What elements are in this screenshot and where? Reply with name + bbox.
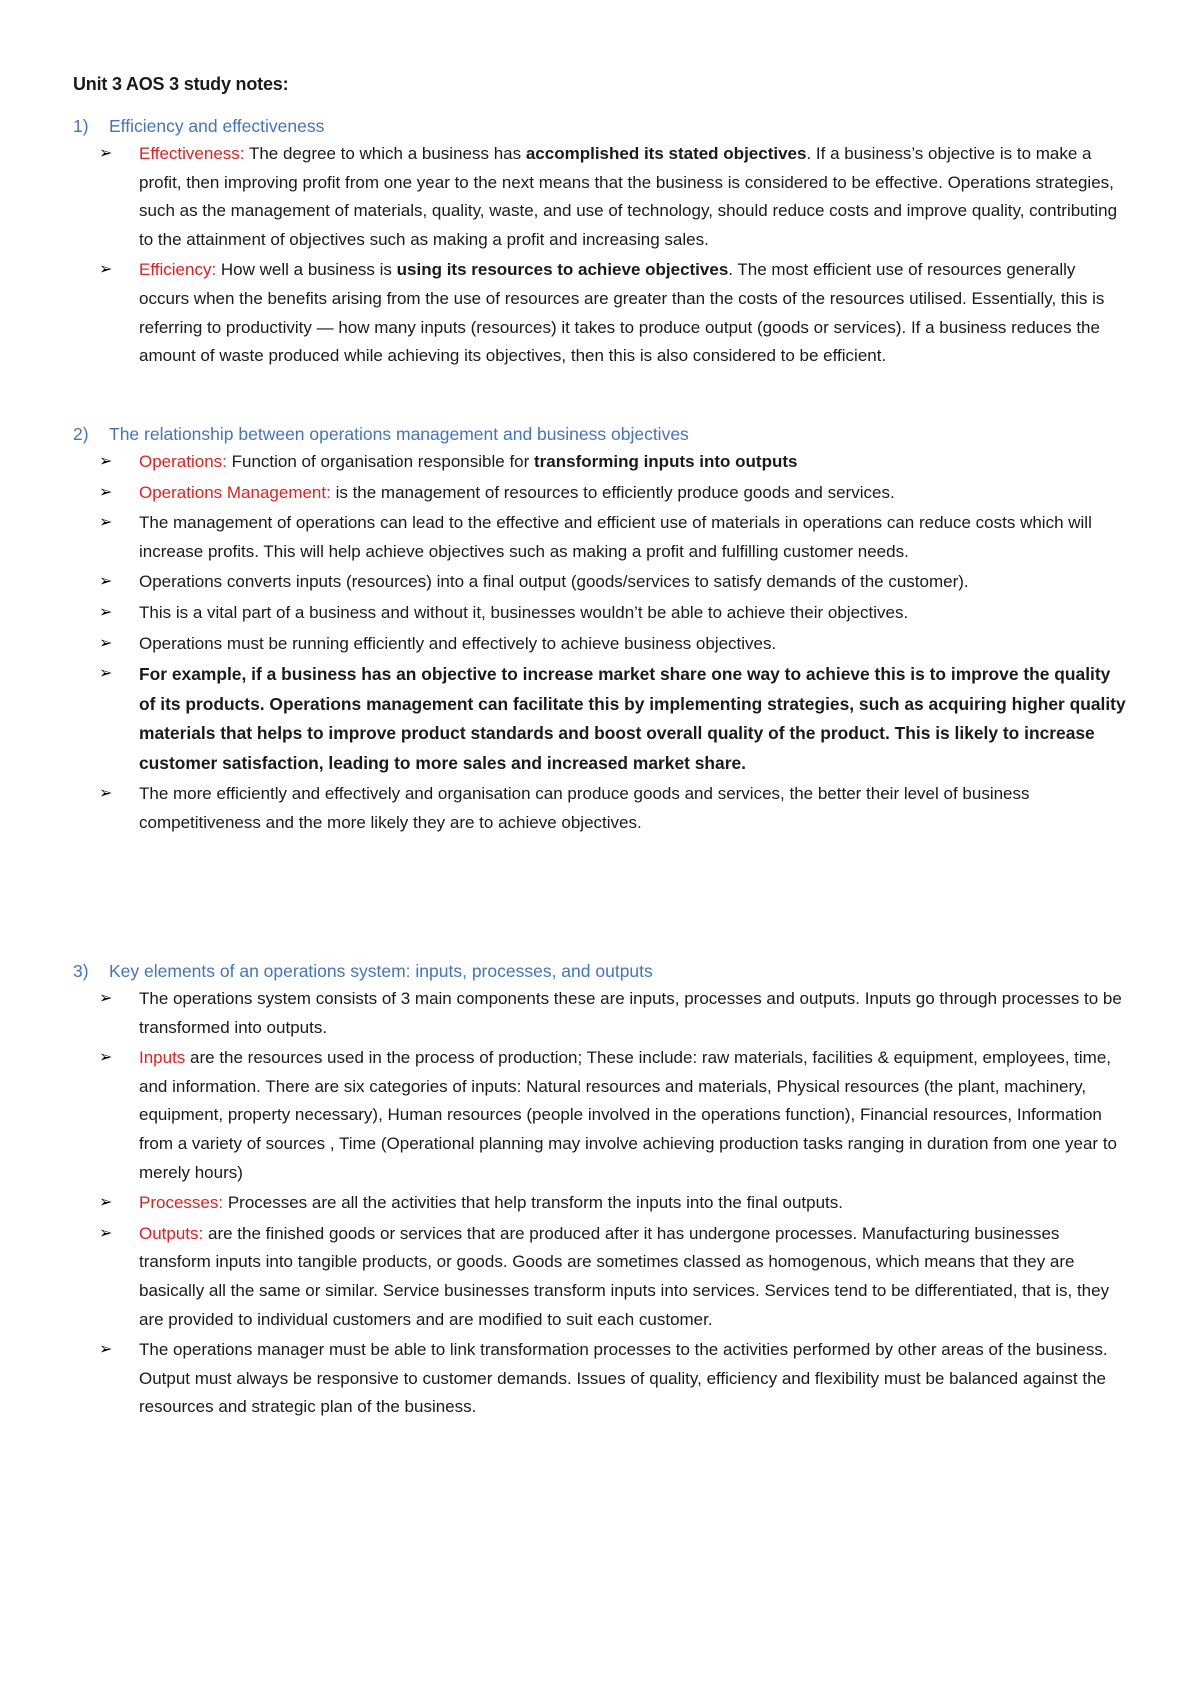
item-text: How well a business is bbox=[216, 260, 397, 280]
list-item bbox=[73, 599, 1143, 628]
arrowhead-bullet-icon: ➢ bbox=[99, 634, 113, 652]
arrowhead-bullet-icon: ➢ bbox=[99, 261, 113, 279]
section-number: 3) bbox=[73, 961, 89, 981]
list-item bbox=[73, 448, 1143, 477]
list-item bbox=[73, 630, 1143, 659]
section-heading bbox=[73, 112, 1143, 140]
section-title: The relationship between operations management and business objectives bbox=[109, 424, 689, 444]
term-label: Processes: bbox=[139, 1193, 224, 1213]
list-item bbox=[73, 1044, 1143, 1187]
arrowhead-bullet-icon: ➢ bbox=[99, 1224, 113, 1242]
item-emphasis: using its resources to achieve objectives bbox=[396, 260, 729, 280]
list-item bbox=[73, 256, 1143, 370]
section-number: 1) bbox=[73, 116, 89, 136]
section-title: Efficiency and effectiveness bbox=[109, 116, 325, 136]
term-label: Operations Management: bbox=[139, 482, 331, 502]
list-item bbox=[73, 1336, 1143, 1422]
section-heading bbox=[73, 420, 1143, 448]
list-item-example bbox=[73, 660, 1143, 778]
arrowhead-bullet-icon: ➢ bbox=[99, 453, 113, 470]
item-text: Operations must be running efficiently and effectively to achieve business objectives. bbox=[139, 633, 777, 653]
document-title: Unit 3 AOS 3 study notes: bbox=[73, 74, 289, 94]
item-emphasis: transforming inputs into outputs bbox=[534, 452, 798, 471]
list-item bbox=[73, 479, 1143, 508]
item-text: Function of organisation responsible for bbox=[226, 452, 535, 471]
arrowhead-bullet-icon: ➢ bbox=[99, 603, 113, 621]
item-text: The management of operations can lead to the effective and efficient use of materials in operations can reduce costs which will increase profits. This will help achieve objectives such as making a profit and fulfilling customer needs. bbox=[139, 513, 1092, 561]
item-text: The degree to which a business has bbox=[244, 144, 526, 163]
list-item bbox=[73, 985, 1143, 1042]
list-item bbox=[73, 780, 1143, 837]
arrowhead-bullet-icon: ➢ bbox=[99, 514, 113, 532]
term-label: Outputs: bbox=[139, 1223, 204, 1243]
arrowhead-bullet-icon: ➢ bbox=[99, 665, 113, 683]
item-text-cont: . If a business’s objective is to make a profit, then improving profit from one year to the next means that the business is considered to be effective. Operations strategies, such as the management of materials, quality, waste, and use of technology, should reduce costs and improve quality, contributing to the attainment of objectives such as making a profit and increasing sales. bbox=[139, 144, 1118, 249]
item-text: The more efficiently and effectively and organisation can produce goods and services, the better their level of business competitiveness and the more likely they are to achieve objectives. bbox=[139, 784, 1030, 832]
list-item bbox=[73, 1220, 1143, 1334]
term-label: Inputs bbox=[139, 1048, 186, 1068]
arrowhead-bullet-icon: ➢ bbox=[99, 785, 113, 803]
arrowhead-bullet-icon: ➢ bbox=[99, 1341, 113, 1359]
item-text-cont: . The most efficient use of resources generally occurs when the benefits arising from the use of resources are greater than the costs of the resources utilised. Essentially, this is referring to productivity — how many inputs (resources) it takes to produce output (goods or services). If a business reduces the amount of waste produced while achieving its objectives, then this is also considered to be efficient. bbox=[139, 260, 1105, 366]
arrowhead-bullet-icon: ➢ bbox=[99, 1049, 113, 1067]
arrowhead-bullet-icon: ➢ bbox=[99, 573, 113, 591]
list-item bbox=[73, 140, 1143, 254]
item-text: The operations manager must be able to link transformation processes to the activities performed by other areas of the business. Output must always be responsive to customer demands. Issues of quality, efficiency and flexibility must be balanced against the resources and strategic plan of the business. bbox=[139, 1340, 1108, 1417]
arrowhead-bullet-icon: ➢ bbox=[99, 145, 113, 162]
term-label: Operations: bbox=[139, 452, 227, 471]
item-text: are the resources used in the process of production; These include: raw materials, facilities & equipment, employees, time, and information. There are six categories of inputs: Natural resources and materials, Physical resources (the plant, machinery, equipment, property necessary), Human resources (people involved in the operations function), Financial resources, Information from a variety of sources , Time (Operational planning may involve achieving production tasks ranging in duration from one year to merely hours) bbox=[139, 1048, 1117, 1182]
item-text: is the management of resources to efficiently produce goods and services. bbox=[330, 482, 895, 502]
section-title: Key elements of an operations system: inputs, processes, and outputs bbox=[109, 961, 653, 981]
item-text: Operations converts inputs (resources) into a final output (goods/services to satisfy demands of the customer). bbox=[139, 572, 969, 592]
section-efficiency bbox=[73, 112, 1143, 373]
section-operations-relationship bbox=[73, 420, 1143, 839]
arrowhead-bullet-icon: ➢ bbox=[99, 483, 113, 501]
list-item bbox=[73, 509, 1143, 566]
item-text: are the finished goods or services that are produced after it has undergone processes. Manufacturing businesses transform inputs into tangible products, or goods. Goods are sometimes classed as homogenous, which means that they are basically all the same or similar. Service businesses transform inputs into services. Services tend to be differentiated, that is, they are provided to individual customers and are modified to suit each customer. bbox=[139, 1223, 1110, 1329]
list-item bbox=[73, 568, 1143, 597]
term-label: Efficiency: bbox=[139, 260, 217, 280]
item-text: This is a vital part of a business and without it, businesses wouldn’t be able to achieve their objectives. bbox=[139, 602, 909, 622]
item-emphasis: accomplished its stated objectives bbox=[525, 144, 807, 163]
section-number: 2) bbox=[73, 424, 89, 444]
arrowhead-bullet-icon: ➢ bbox=[99, 990, 113, 1007]
item-text: The operations system consists of 3 main components these are inputs, processes and outputs. Inputs go through processes to be transformed into outputs. bbox=[139, 989, 1122, 1037]
item-emphasis: For example, if a business has an objective to increase market share one way to achieve this is to improve the quality of its products. Operations management can facilitate this by implementing strategies, such as acquiring higher quality materials that helps to improve product standards and boost overall quality of the product. This is likely to increase customer satisfaction, leading to more sales and increased market share. bbox=[139, 664, 1126, 773]
list-item bbox=[73, 1189, 1143, 1218]
arrowhead-bullet-icon: ➢ bbox=[99, 1194, 113, 1212]
section-heading bbox=[73, 957, 1143, 985]
item-text: Processes are all the activities that help transform the inputs into the final outputs. bbox=[223, 1193, 843, 1213]
term-label: Effectiveness: bbox=[139, 144, 245, 163]
section-operations-system bbox=[73, 957, 1143, 1424]
